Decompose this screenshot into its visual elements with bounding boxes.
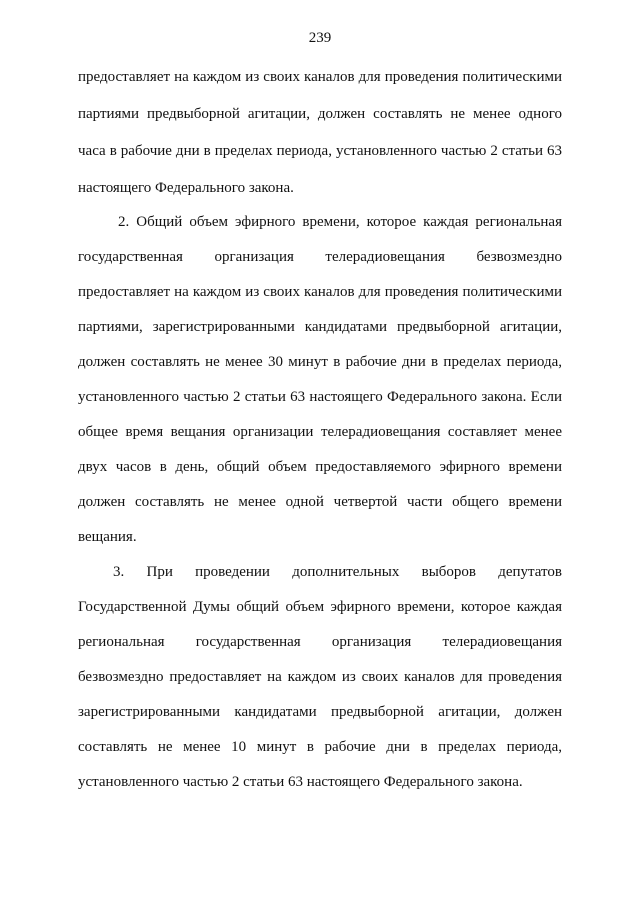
- text-line: 2. Общий объем эфирного времени, которое каждая региональная: [118, 214, 562, 230]
- text-line: установленного частью 2 статьи 63 настоящего Федерального закона.: [78, 774, 523, 790]
- text-line: часа в рабочие дни в пределах периода, установленного частью 2 статьи 63: [78, 143, 562, 159]
- text-line: общее время вещания организации телерадиовещания составляет менее: [78, 424, 562, 440]
- text-line: партиями предвыборной агитации, должен составлять не менее одного: [78, 106, 562, 122]
- text-line: Государственной Думы общий объем эфирного времени, которое каждая: [78, 599, 562, 615]
- text-line: установленного частью 2 статьи 63 настоящего Федерального закона. Если: [78, 389, 562, 405]
- text-line: должен составлять не менее 30 минут в рабочие дни в пределах периода,: [78, 354, 562, 370]
- text-line: двух часов в день, общий объем предоставляемого эфирного времени: [78, 459, 562, 475]
- page-number: 239: [308, 30, 332, 46]
- text-line: предоставляет на каждом из своих каналов для проведения политическими: [78, 69, 562, 85]
- text-line: предоставляет на каждом из своих каналов для проведения политическими: [78, 284, 562, 300]
- text-line: настоящего Федерального закона.: [78, 180, 294, 196]
- text-line: региональная государственная организация телерадиовещания: [78, 634, 562, 650]
- text-line: 3. При проведении дополнительных выборов депутатов: [113, 564, 562, 580]
- text-line: безвозмездно предоставляет на каждом из своих каналов для проведения: [78, 669, 562, 685]
- text-line: вещания.: [78, 529, 137, 545]
- text-line: составлять не менее 10 минут в рабочие дни в пределах периода,: [78, 739, 562, 755]
- text-line: партиями, зарегистрированными кандидатами предвыборной агитации,: [78, 319, 562, 335]
- text-line: должен составлять не менее одной четвертой части общего времени: [78, 494, 562, 510]
- text-line: государственная организация телерадиовещания безвозмездно: [78, 249, 562, 265]
- text-line: зарегистрированными кандидатами предвыборной агитации, должен: [78, 704, 562, 720]
